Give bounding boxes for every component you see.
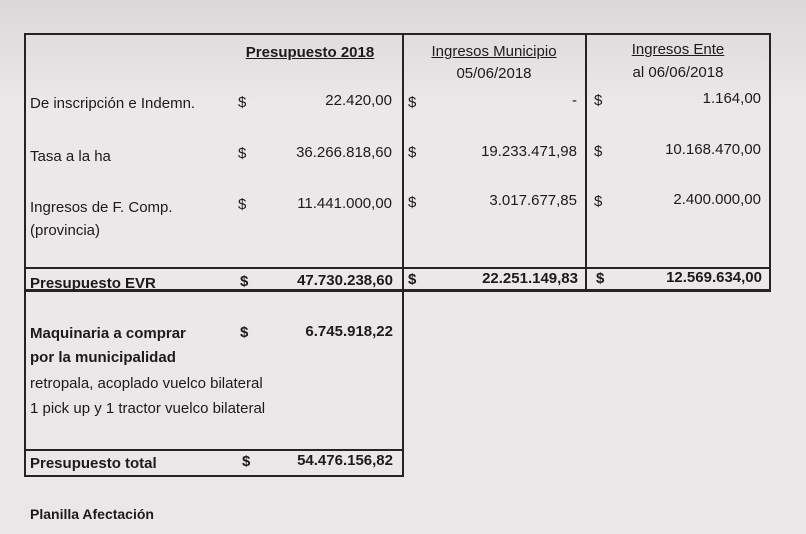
currency-sign: $	[238, 196, 247, 213]
currency-sign: $	[408, 144, 417, 161]
row-budget-value: 11.441.000,00	[297, 195, 392, 212]
machinery-amount: 6.745.918,22	[305, 323, 393, 340]
header-ente-date: al 06/06/2018	[632, 64, 724, 81]
row-municipal-value: 3.017.677,85	[489, 192, 577, 209]
table-left-border	[24, 33, 26, 477]
currency-sign: $	[594, 92, 603, 109]
currency-sign: $	[242, 453, 251, 470]
evr-budget-value: 47.730.238,60	[297, 272, 393, 289]
table-right-border	[769, 33, 771, 289]
currency-sign: $	[594, 143, 603, 160]
total-top-rule	[24, 449, 404, 451]
currency-sign: $	[408, 194, 417, 211]
currency-sign: $	[240, 324, 249, 341]
machinery-note: 1 pick up y 1 tractor vuelco bilateral	[30, 400, 266, 417]
col-divider-municipal	[585, 33, 587, 289]
header-municipal-title: Ingresos Municipio	[431, 43, 557, 60]
row-label: Tasa a la ha	[30, 148, 111, 165]
evr-label: Presupuesto EVR	[30, 275, 156, 292]
machinery-label: Maquinaria a comprar	[30, 325, 186, 342]
currency-sign: $	[408, 271, 417, 288]
currency-sign: $	[238, 94, 247, 111]
evr-municipal-value: 22.251.149,83	[482, 270, 578, 287]
currency-sign: $	[594, 193, 603, 210]
row-label-continued: (provincia)	[30, 222, 101, 239]
evr-ente-value: 12.569.634,00	[666, 269, 762, 286]
row-ente-value: 10.168.470,00	[665, 141, 761, 158]
currency-sign: $	[238, 145, 247, 162]
header-municipal-date: 05/06/2018	[456, 65, 532, 82]
machinery-note: retropala, acoplado vuelco bilateral	[30, 375, 263, 392]
row-budget-value: 36.266.818,60	[296, 144, 392, 161]
table-top-border	[24, 33, 771, 35]
total-bottom-rule	[24, 475, 404, 477]
total-amount: 54.476.156,82	[297, 452, 393, 469]
currency-sign: $	[596, 270, 605, 287]
row-label: Ingresos de F. Comp.	[30, 199, 173, 216]
machinery-label-continued: por la municipalidad	[30, 349, 176, 366]
row-municipal-value: 19.233.471,98	[481, 143, 577, 160]
row-label: De inscripción e Indemn.	[30, 95, 196, 112]
row-ente-value: 2.400.000,00	[673, 191, 761, 208]
currency-sign: $	[408, 94, 417, 111]
col-divider-budget	[402, 33, 404, 477]
header-budget: Presupuesto 2018	[245, 44, 375, 61]
row-budget-value: 22.420,00	[325, 92, 392, 109]
total-label: Presupuesto total	[30, 455, 157, 472]
header-ente-title: Ingresos Ente	[631, 41, 725, 58]
row-ente-value: 1.164,00	[702, 90, 761, 107]
row-municipal-value: -	[572, 92, 577, 109]
currency-sign: $	[240, 273, 249, 290]
footer-title: Planilla Afectación	[30, 506, 154, 522]
